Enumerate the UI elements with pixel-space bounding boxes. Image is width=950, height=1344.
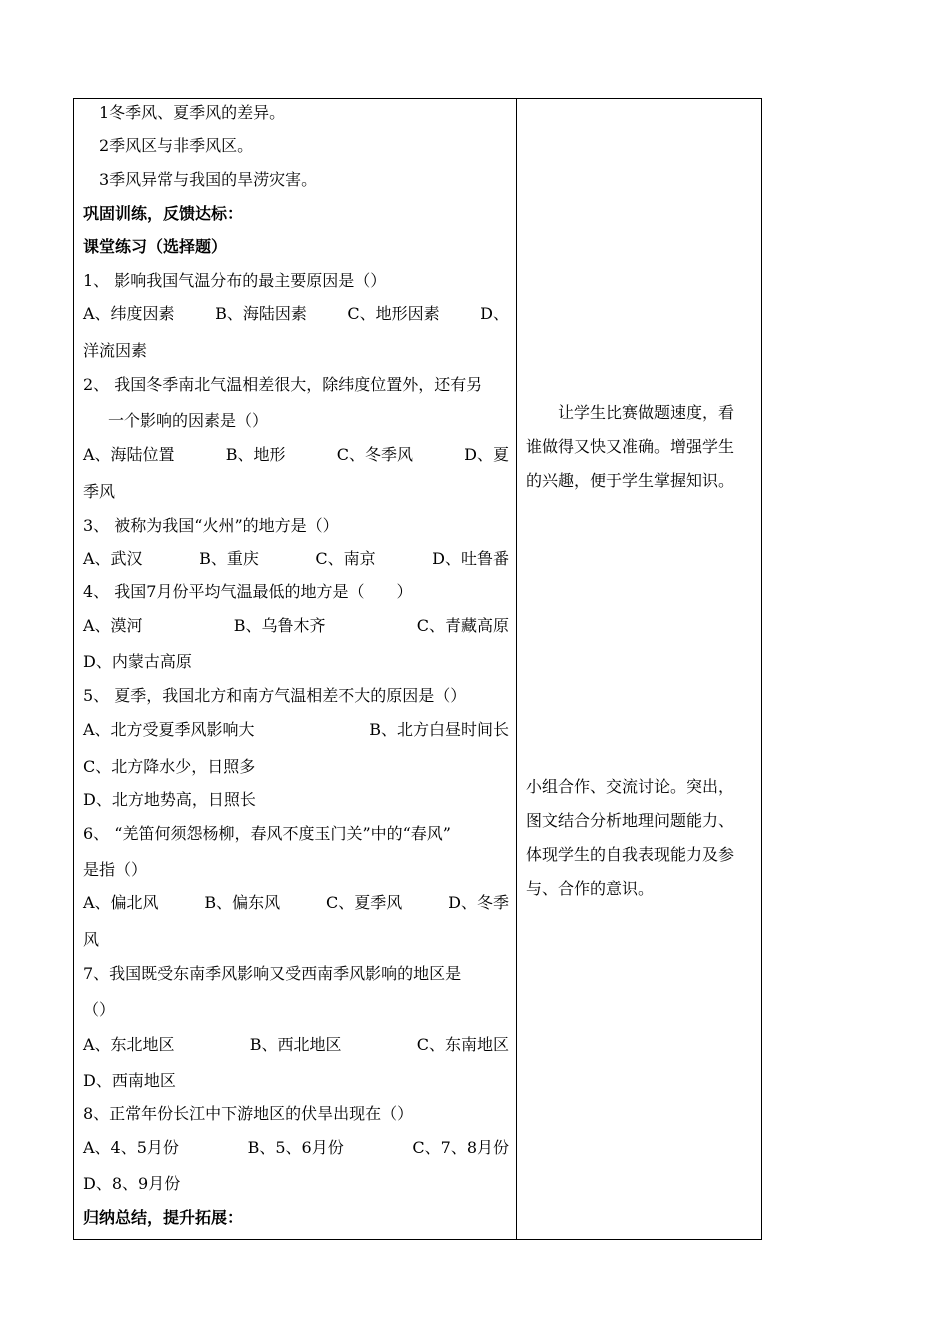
option: A、东北地区 <box>83 1035 175 1054</box>
question-options <box>83 304 509 324</box>
question-options <box>83 1035 509 1055</box>
question-options <box>83 720 509 740</box>
option: D、吐鲁番 <box>432 549 509 568</box>
section-heading-summary: 归纳总结，提升拓展： <box>83 1208 244 1227</box>
option: A、武汉 <box>83 549 143 568</box>
outline-item: 2季风区与非季风区。 <box>99 136 254 155</box>
note-line: 让学生比赛做题速度，看 <box>526 403 735 422</box>
question-stem: 2、 我国冬季南北气温相差很大，除纬度位置外，还有另 <box>83 375 483 394</box>
teaching-note-2 <box>526 777 758 899</box>
question-stem: 4、 我国7月份平均气温最低的地方是（ ） <box>83 582 413 601</box>
note-line: 小组合作、交流讨论。突出， <box>526 777 735 796</box>
note-line: 与、合作的意识。 <box>526 879 655 898</box>
question-stem: 6、 “羌笛何须怨杨柳，春风不度玉门关”中的“春风” <box>83 824 451 843</box>
option: C、冬季风 <box>336 445 413 464</box>
option-continuation: D、内蒙古高原 <box>83 652 192 671</box>
note-line: 的兴趣，便于学生掌握知识。 <box>526 471 735 490</box>
option-continuation: 洋流因素 <box>83 341 148 360</box>
option-continuation: 风 <box>83 930 100 949</box>
section-heading-training: 巩固训练，反馈达标： <box>83 204 244 223</box>
option: D、 <box>480 304 509 323</box>
question-stem-continuation: 是指（） <box>83 860 148 879</box>
option: D、冬季 <box>448 893 509 912</box>
option: C、地形因素 <box>347 304 440 323</box>
option: C、北方降水少，日照多 <box>83 757 256 776</box>
option: A、偏北风 <box>83 893 159 912</box>
option: D、夏 <box>464 445 509 464</box>
question-options <box>83 549 509 569</box>
option: C、南京 <box>315 549 376 568</box>
option: A、4、5月份 <box>83 1138 179 1157</box>
question-stem: 8、正常年份长江中下游地区的伏旱出现在（） <box>83 1104 414 1123</box>
option-continuation: 季风 <box>83 482 116 501</box>
option: D、北方地势高，日照长 <box>83 790 256 809</box>
note-line: 谁做得又快又准确。增强学生 <box>526 437 735 456</box>
question-stem-continuation: 一个影响的因素是（） <box>108 411 269 430</box>
option: C、7、8月份 <box>412 1138 509 1157</box>
option-continuation: D、西南地区 <box>83 1071 176 1090</box>
option: B、乌鲁木齐 <box>233 616 326 635</box>
option: B、海陆因素 <box>215 304 307 323</box>
option: C、东南地区 <box>416 1035 509 1054</box>
option: B、5、6月份 <box>247 1138 344 1157</box>
option: B、地形 <box>225 445 286 464</box>
option: B、西北地区 <box>249 1035 342 1054</box>
question-options <box>83 893 509 913</box>
note-line: 图文结合分析地理问题能力、 <box>526 811 735 830</box>
option: A、海陆位置 <box>83 445 175 464</box>
column-divider <box>516 98 517 1240</box>
option: A、北方受夏季风影响大 <box>83 720 255 739</box>
option: B、重庆 <box>199 549 259 568</box>
note-line: 体现学生的自我表现能力及参 <box>526 845 735 864</box>
question-stem: 5、 夏季，我国北方和南方气温相差不大的原因是（） <box>83 686 467 705</box>
question-stem-continuation: （） <box>83 1000 116 1019</box>
option: A、纬度因素 <box>83 304 175 323</box>
question-stem: 3、 被称为我国“火州”的地方是（） <box>83 516 339 535</box>
option: B、偏东风 <box>204 893 281 912</box>
question-stem: 7、我国既受东南季风影响又受西南季风影响的地区是 <box>83 964 462 983</box>
question-options <box>83 616 509 636</box>
section-heading-practice: 课堂练习（选择题） <box>83 237 228 256</box>
option: A、漠河 <box>83 616 143 635</box>
option: C、夏季风 <box>326 893 403 912</box>
option: B、北方白昼时间长 <box>369 720 509 739</box>
option: C、青藏高原 <box>416 616 509 635</box>
question-stem: 1、 影响我国气温分布的最主要原因是（） <box>83 271 387 290</box>
outline-item: 1冬季风、夏季风的差异。 <box>99 103 286 122</box>
teaching-note-1 <box>526 403 758 491</box>
option-continuation: D、8、9月份 <box>83 1174 181 1193</box>
question-options <box>83 1138 509 1158</box>
outline-item: 3季风异常与我国的旱涝灾害。 <box>99 170 318 189</box>
question-options <box>83 445 509 465</box>
